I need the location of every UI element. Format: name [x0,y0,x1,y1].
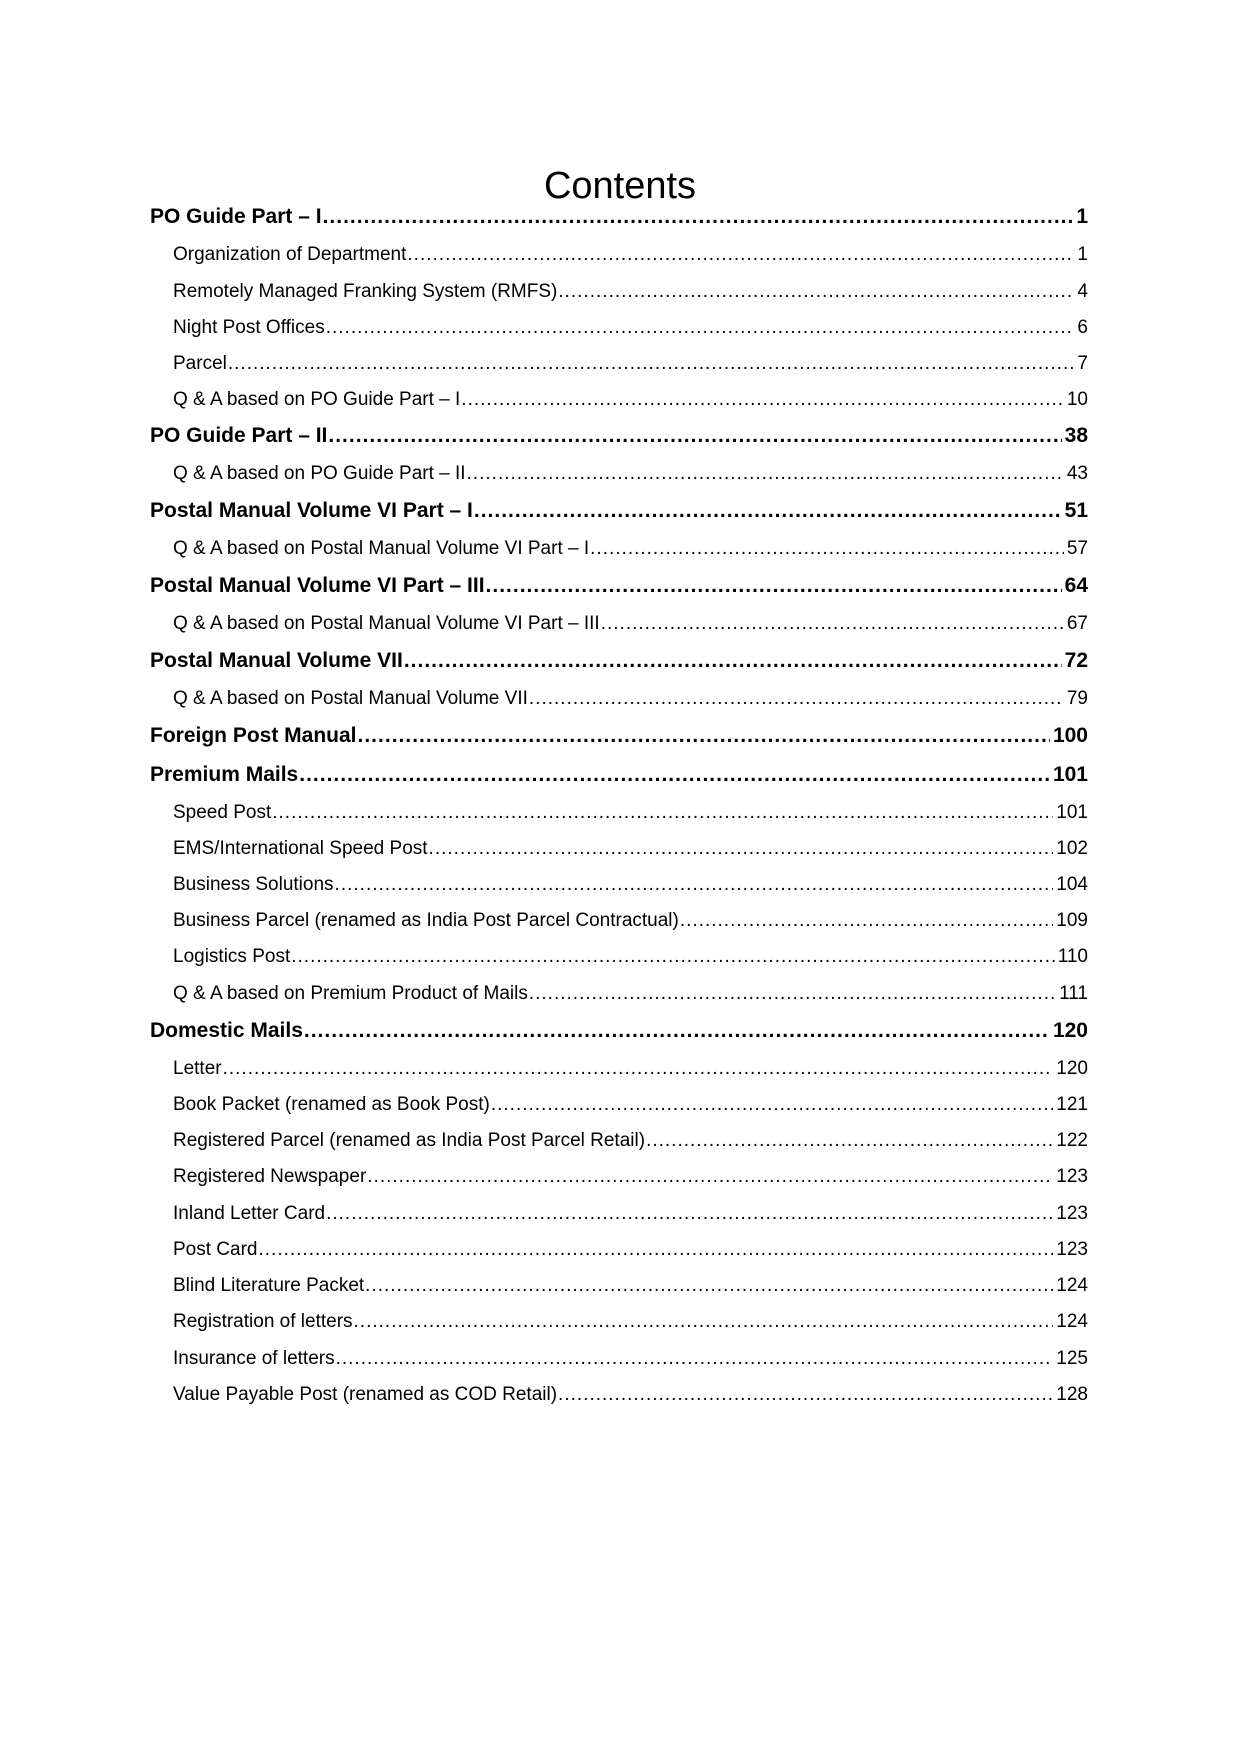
toc-entry-page-number: 122 [1056,1130,1088,1151]
toc-subsection-entry [173,871,1088,899]
toc-entry-label: Premium Mails [150,763,299,786]
toc-entry-label: Business Solutions [173,874,334,895]
toc-dot-leader [328,421,1061,451]
toc-dot-leader [304,1016,1050,1046]
toc-entry-page-number: 123 [1056,1203,1088,1224]
toc-entry-label: Postal Manual Volume VI Part – III [150,574,485,597]
toc-dot-leader [228,350,1075,378]
toc-section-entry [150,760,1088,790]
toc-dot-leader [486,571,1062,601]
toc-dot-leader [590,535,1064,563]
table-of-contents [150,0,1088,1754]
toc-section-entry [150,496,1088,526]
toc-entry-label: PO Guide Part – I [150,205,322,228]
toc-subsection-entry [173,610,1088,638]
toc-dot-leader [223,1055,1054,1083]
toc-subsection-entry [173,314,1088,342]
toc-entry-page-number: 123 [1056,1239,1088,1260]
toc-dot-leader [474,496,1062,526]
toc-dot-leader [326,1200,1053,1228]
toc-entry-page-number: 128 [1056,1384,1088,1405]
toc-entry-label: Night Post Offices [173,317,325,338]
toc-entry-page-number: 123 [1056,1166,1088,1187]
toc-entry-page-number: 110 [1057,946,1088,967]
toc-dot-leader [326,314,1075,342]
toc-entry-page-number: 102 [1056,838,1088,859]
toc-dot-leader [272,799,1053,827]
toc-dot-leader [335,871,1054,899]
toc-subsection-entry [173,1091,1088,1119]
toc-entry-label: Domestic Mails [150,1019,303,1042]
toc-entry-label: Postal Manual Volume VII [150,649,403,672]
toc-entry-label: Registered Newspaper [173,1166,367,1187]
toc-subsection-entry [173,350,1088,378]
toc-subsection-entry [173,1200,1088,1228]
toc-subsection-entry [173,980,1088,1008]
toc-entry-page-number: 6 [1077,317,1088,338]
toc-entry-page-number: 43 [1066,463,1088,484]
toc-dot-leader [354,1308,1054,1336]
toc-entry-page-number: 121 [1056,1094,1088,1115]
toc-dot-leader [558,278,1074,306]
toc-section-entry [150,571,1088,601]
toc-dot-leader [429,835,1054,863]
toc-section-entry [150,202,1088,232]
toc-entry-label: Q & A based on PO Guide Part – II [173,463,466,484]
toc-entry-label: Book Packet (renamed as Book Post) [173,1094,490,1115]
toc-subsection-entry [173,1163,1088,1191]
toc-entry-label: Registered Parcel (renamed as India Post Parcel Retail) [173,1130,646,1151]
toc-entry-label: Q & A based on PO Guide Part – I [173,389,461,410]
toc-subsection-entry [173,278,1088,306]
toc-entry-label: Remotely Managed Franking System (RMFS) [173,281,558,302]
toc-entry-page-number: 109 [1056,910,1088,931]
toc-dot-leader [258,1236,1053,1264]
toc-entry-page-number: 111 [1059,983,1088,1004]
toc-entry-page-number: 100 [1052,724,1088,747]
toc-section-entry [150,1016,1088,1046]
toc-dot-leader [646,1127,1053,1155]
toc-entry-page-number: 10 [1066,389,1088,410]
toc-dot-leader [491,1091,1053,1119]
toc-subsection-entry [173,799,1088,827]
toc-entry-label: EMS/International Speed Post [173,838,428,859]
toc-entry-label: Parcel [173,353,227,374]
toc-entry-label: Q & A based on Premium Product of Mails [173,983,528,1004]
toc-section-entry [150,646,1088,676]
toc-entry-page-number: 124 [1056,1311,1088,1332]
toc-entry-label: Organization of Department [173,244,407,265]
page-title: Contents [543,165,697,207]
toc-subsection-entry [173,386,1088,414]
toc-entry-label: Insurance of letters [173,1348,335,1369]
toc-subsection-entry [173,460,1088,488]
toc-entry-page-number: 51 [1064,499,1088,522]
toc-entry-label: Speed Post [173,802,272,823]
toc-entry-label: Foreign Post Manual [150,724,357,747]
toc-section-entry [150,421,1088,451]
toc-entry-label: Blind Literature Packet [173,1275,365,1296]
toc-dot-leader [461,386,1064,414]
toc-dot-leader [558,1381,1053,1409]
toc-entry-page-number: 38 [1064,424,1088,447]
toc-dot-leader [367,1163,1053,1191]
toc-entry-page-number: 57 [1066,538,1088,559]
toc-subsection-entry [173,241,1088,269]
toc-entry-page-number: 120 [1052,1019,1088,1042]
toc-entry-page-number: 79 [1066,688,1088,709]
toc-dot-leader [601,610,1064,638]
toc-entry-label: Q & A based on Postal Manual Volume VII [173,688,528,709]
toc-dot-leader [529,685,1064,713]
toc-subsection-entry [173,1308,1088,1336]
toc-dot-leader [299,760,1050,790]
toc-section-entry [150,721,1088,751]
toc-entry-label: Q & A based on Postal Manual Volume VI Part – III [173,613,600,634]
toc-entry-page-number: 1 [1077,244,1088,265]
toc-entry-page-number: 67 [1066,613,1088,634]
toc-dot-leader [323,202,1074,232]
toc-entry-page-number: 1 [1076,205,1088,228]
toc-subsection-entry [173,1055,1088,1083]
toc-subsection-entry [173,1127,1088,1155]
toc-dot-leader [365,1272,1053,1300]
toc-subsection-entry [173,535,1088,563]
toc-subsection-entry [173,1381,1088,1409]
toc-dot-leader [407,241,1074,269]
toc-entry-page-number: 7 [1077,353,1088,374]
toc-dot-leader [404,646,1062,676]
toc-entry-page-number: 4 [1077,281,1088,302]
toc-dot-leader [291,943,1054,971]
toc-subsection-entry [173,907,1088,935]
toc-entry-page-number: 104 [1056,874,1088,895]
toc-subsection-entry [173,1272,1088,1300]
toc-dot-leader [529,980,1056,1008]
toc-entry-label: Postal Manual Volume VI Part – I [150,499,473,522]
toc-entry-page-number: 120 [1056,1058,1088,1079]
toc-entry-page-number: 64 [1064,574,1088,597]
toc-subsection-entry [173,835,1088,863]
toc-entry-page-number: 101 [1056,802,1088,823]
toc-entry-page-number: 124 [1056,1275,1088,1296]
toc-subsection-entry [173,1345,1088,1373]
toc-entry-label: Value Payable Post (renamed as COD Retail) [173,1384,558,1405]
toc-dot-leader [467,460,1064,488]
toc-subsection-entry [173,1236,1088,1264]
toc-entry-label: Registration of letters [173,1311,353,1332]
toc-dot-leader [680,907,1053,935]
toc-dot-leader [358,721,1050,751]
toc-subsection-entry [173,943,1088,971]
toc-entry-label: Q & A based on Postal Manual Volume VI Part – I [173,538,590,559]
toc-entry-label: Logistics Post [173,946,291,967]
toc-entry-page-number: 125 [1056,1348,1088,1369]
toc-entry-page-number: 72 [1064,649,1088,672]
toc-entry-label: Letter [173,1058,222,1079]
toc-dot-leader [336,1345,1054,1373]
toc-entry-label: Business Parcel (renamed as India Post Parcel Contractual) [173,910,679,931]
toc-entry-label: Post Card [173,1239,258,1260]
toc-entry-label: PO Guide Part – II [150,424,328,447]
toc-subsection-entry [173,685,1088,713]
toc-entry-page-number: 101 [1052,763,1088,786]
toc-entry-label: Inland Letter Card [173,1203,326,1224]
